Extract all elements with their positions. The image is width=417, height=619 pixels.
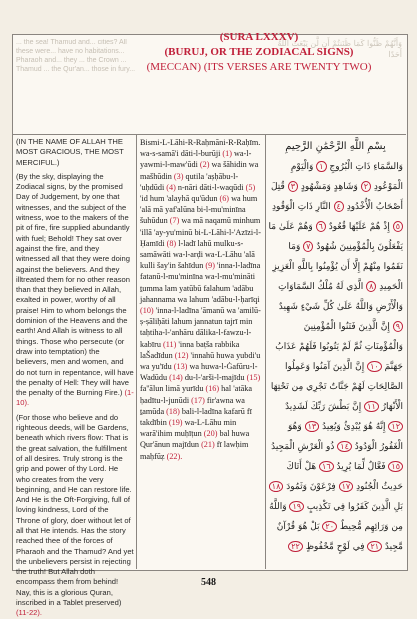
ayah-marker-icon: ٢ <box>361 181 371 192</box>
arabic-verse: وَمَا نَقَمُوا مِنْهُمْ إِلَّا أَن يُؤْمِنُوا بِاللَّهِ الْعَزِيزِ الْحَمِيدِ <box>272 242 403 292</box>
translit-verse: fa''ālun limā yurīdu <box>140 384 204 394</box>
ayah-marker-icon: ١٢ <box>388 421 403 432</box>
verse-number: (8) <box>166 238 177 248</box>
verse-ref-1-10: (1-10). <box>16 388 134 408</box>
arabic-verse: وَالسَّمَاءِ ذَاتِ الْبُرُوجِ <box>329 162 403 172</box>
verse-number: (4) <box>166 182 176 192</box>
arabic-verse: إِذْ هُمْ عَلَيْهَا قُعُودٌ <box>328 222 390 232</box>
ayah-marker-icon: ٢٠ <box>322 521 337 532</box>
translit-bismillah: Bismi-L-Lāhi-R-Raḥmāni-R-Raḥīm. <box>140 138 261 147</box>
ayah-marker-icon: ٩ <box>393 321 403 332</box>
arabic-verse: وَالْيَوْمِ الْمَوْعُودِ <box>290 162 403 192</box>
verse-number: (9) <box>205 261 215 271</box>
verse-number: (2) <box>199 160 210 170</box>
ayah-marker-icon: ٨ <box>366 281 376 292</box>
translit-verse: qutila 'aṣḥābu-l-'uḥdūdi <box>140 171 239 192</box>
ayah-marker-icon: ١٤ <box>337 441 352 452</box>
english-bismillah: (IN THE NAME OF ALLAH THE MOST GRACIOUS, THE MOST MERCIFUL.) <box>16 137 124 167</box>
arabic-verse: وَاللَّهُ مِن وَرَائِهِم مُّحِيطٌ <box>269 502 403 532</box>
ayah-marker-icon: ٢٢ <box>288 541 303 552</box>
sura-number: (SURA LXXXV) <box>219 31 299 43</box>
translit-verse: wa šāhidin wa mašhūdin <box>140 160 259 181</box>
arabic-bismillah: بِسْمِ اللَّهِ الرَّحْمَٰنِ الرَّحِيمِ <box>285 141 386 152</box>
translit-verse: wa-s-samā'i dāti-l-burūji <box>140 149 221 159</box>
sura-title-block <box>124 30 394 75</box>
ayah-marker-icon: ١٥ <box>388 461 403 472</box>
arabic-verse: ذُو الْعَرْشِ الْمَجِيدُ <box>271 442 335 452</box>
translit-verse: 'id hum 'alayhā qu'ūdun <box>140 194 218 204</box>
translit-verse: hal 'atāka ḥadītu-l-junūdi <box>140 384 252 405</box>
verse-number: (1) <box>222 149 232 159</box>
translit-verse: 'innahū huwa yubdi'u wa yu'īdu <box>140 350 261 372</box>
translit-verse: fī lawḥim maḥfūẓ <box>140 440 249 461</box>
verse-number: (17) <box>191 395 205 405</box>
ayah-marker-icon: ١٠ <box>367 361 382 372</box>
verse-number: (15) <box>246 373 261 383</box>
ayah-marker-icon: ٣ <box>288 181 298 192</box>
bleed-through-text-left: ... the sea! Thamud and... cities? All these were... have no habitations... Pharaoh and... they ... the Crown ... Thamud ... the Qur'an... those in fury... <box>16 39 136 73</box>
ayah-marker-icon: ٧ <box>303 241 313 252</box>
sura-name: (BURUJ, OR THE ZODIACAL SIGNS) <box>164 46 354 58</box>
translit-verse: bali-l-ladīna kafarū fī takdībin <box>140 406 252 428</box>
translit-verse: 'inna baṭša rabbika laŠadīdun <box>140 339 240 360</box>
arabic-verse: وَشَاهِدٍ وَمَشْهُودٍ <box>300 182 358 192</box>
translit-verse: wa mā naqamū minhum 'illā 'ay-yu'minū bi-L-Lāhi-l-'Azīzi-l-Ḥamīdi <box>140 216 261 248</box>
arabic-verse: الَّذِي لَهُ مُلْكُ السَّمَاوَاتِ وَالْأَرْضِ وَاللَّهُ عَلَىٰ كُلِّ شَيْءٍ شَهِيدٌ <box>278 282 403 312</box>
translit-verse: fir'awna wa ṯamūda <box>140 395 245 416</box>
verse-number: (7) <box>169 216 180 226</box>
arabic-verse: قُتِلَ أَصْحَابُ الْأُخْدُودِ <box>270 182 403 212</box>
arabic-verse: بَلْ هُوَ قُرْآنٌ مَّجِيدٌ <box>276 522 403 552</box>
arabic-verse: فَعَّالٌ لِّمَا يُرِيدُ <box>336 462 386 472</box>
translit-verse: n-nāri dāti-l-waqūdi <box>177 182 244 192</box>
verse-number: (13) <box>173 362 188 372</box>
arabic-verse: وَهُوَ الْغَفُورُ الْوَدُودُ <box>288 422 403 452</box>
verse-number: (3) <box>173 171 184 181</box>
verse-number: (21) <box>201 440 215 450</box>
ayah-marker-icon: ٤ <box>334 201 344 212</box>
translit-verse: wa-L-Lāhu min warā'ihim muḥīṭun <box>140 418 237 439</box>
verse-number: (14) <box>169 373 183 383</box>
bleed-through-text-right: وَأَنَّهُمْ ظَنُّوا كَمَا ظَنَنتُمْ أَن لَّن يَبْعَثَ اللَّهُ أَحَدًا <box>277 39 402 59</box>
arabic-verse: إِنَّهُ هُوَ يُبْدِئُ وَيُعِيدُ <box>322 422 386 432</box>
arabic-verse: وَهُمْ عَلَىٰ مَا يَفْعَلُونَ بِالْمُؤْمِنِينَ شُهُودٌ <box>268 222 403 252</box>
verse-number: (11) <box>162 339 177 349</box>
verse-number: (6) <box>219 194 230 204</box>
english-translation-column <box>16 137 134 618</box>
verse-ref-11-22: (11-22). <box>16 608 43 618</box>
ayah-marker-icon: ١٦ <box>319 461 334 472</box>
column-divider-right <box>265 134 266 569</box>
verse-number: (22). <box>166 451 183 461</box>
arabic-verse: فِرْعَوْنَ وَثَمُودَ <box>286 482 336 492</box>
verse-number: (16) <box>205 384 220 394</box>
verse-number: (19) <box>168 418 183 428</box>
verse-number: (20) <box>203 429 218 439</box>
column-divider-left <box>136 134 137 569</box>
transliteration-column <box>140 137 262 557</box>
arabic-verse: هَلْ أَتَاكَ حَدِيثُ الْجُنُودِ <box>286 462 403 492</box>
translit-verse: wa huwa-l-Ġafūru-l-Wadūdu <box>140 362 258 383</box>
arabic-text-column <box>268 137 403 557</box>
ayah-marker-icon: ١٧ <box>339 481 354 492</box>
ayah-marker-icon: ١٩ <box>289 501 304 512</box>
translit-verse: 'inna-l-ladīna fatanū-l-mu'minīna wa-l-mu'mināti ṯumma lam yatūbū falahum 'adābu jahannama wa lahum 'adābu-l-ḥarīqi <box>140 261 261 304</box>
english-paragraph-2: (For those who believe and do righteous deeds, will be Gardens, beneath which rivers flow: That is the great salvation, the fulfillment of all desires. Truly strong is the grip and power of thy Lord. He who creates from the very beginning, and He can restore life. And He is the Oft-Forgiving, full of loving kindness, Lord of the Throne of glory, doer without let of all that He intends. Has the story reached thee of the forces of Pharaoh and the Thamud? And yet the unbelievers persist in rejecting the truth! But Allah doth encompass them from behind! Nay, this is a glorious Quran, inscribed in a Tablet preserved) (11-22). <box>16 412 134 618</box>
verse-number: (10) <box>140 306 154 316</box>
translit-verse: bal huwa Qur'ānun majīdun <box>140 429 250 450</box>
sura-info: (MECCAN) (ITS VERSES ARE TWENTY TWO) <box>146 61 372 73</box>
arabic-verse: إِنَّ الَّذِينَ آمَنُوا وَعَمِلُوا الصَّالِحَاتِ لَهُمْ جَنَّاتٌ تَجْرِي مِن تَحْتِهَا الْأَنْهَارُ <box>270 362 403 412</box>
translit-verse: l-ladī lahū mulku-s-samāwāti wa-l-arḍi wa-L-Lāhu 'alā kulli šay'in šahīdun <box>140 238 255 271</box>
ayah-marker-icon: ١٨ <box>269 481 284 492</box>
ayah-marker-icon: ٢١ <box>367 541 382 552</box>
arabic-verse: إِنَّ الَّذِينَ فَتَنُوا الْمُؤْمِنِينَ وَالْمُؤْمِنَاتِ ثُمَّ لَمْ يَتُوبُوا فَلَهُمْ عَذَابُ جَهَنَّمَ <box>275 322 403 372</box>
english-paragraph-1: (By the sky, displaying the Zodiacal signs, by the promised Day of Judgement, by one that witnesses, and the subject of the witness, woe to the makers of the pit of fire, fire supplied abundantly with fuel; Behold! They sat over against the fire, and they witnessed all that they were doing against the believers. And they illtreated them for no other reason than that they believed in Allah, exalted in power, worthy of all praise! Him to whom belongs the dominion of the Heavens and the earth! And Allah is witness to all things. Those who persecute (or draw into temptation) the believers, men and women, and do not turn in repentance, will have the penalty of Hell: They will have the penalty of the Burning Fire.) (1-10). <box>16 171 134 408</box>
arabic-verse: فِي لَوْحٍ مَّحْفُوظٍ <box>305 542 365 552</box>
translit-verse: wa-l-yawmi-l-maw'ūdi <box>140 149 252 170</box>
verse-number: (12) <box>174 350 189 360</box>
arabic-verse: إِنَّ بَطْشَ رَبِّكَ لَشَدِيدٌ <box>285 402 362 412</box>
verse-number: (5) <box>245 182 256 192</box>
ayah-marker-icon: ١ <box>316 161 326 172</box>
verse-number: (18) <box>166 406 180 416</box>
translit-verse: wa hum 'alā mā yaf'alūna bi-l-mu'minīna šuhūdun <box>140 194 258 226</box>
ayah-marker-icon: ١١ <box>364 401 379 412</box>
arabic-verse: النَّارِ ذَاتِ الْوَقُودِ <box>272 202 331 212</box>
ayah-marker-icon: ١٣ <box>305 421 320 432</box>
arabic-verse: بَلِ الَّذِينَ كَفَرُوا فِي تَكْذِيبٍ <box>306 502 403 512</box>
ayah-marker-icon: ٦ <box>316 221 326 232</box>
ayah-marker-icon: ٥ <box>393 221 403 232</box>
translit-verse: 'inna-l-ladīna 'āmanū wa 'amilū-ṣ-ṣāliḥāti lahum jannatun tajrī min taḥtiha-l-'anhāru dālika-l-fawzu-l-kabīru <box>140 306 261 349</box>
translit-verse: du-l-'arši-l-majīdu <box>184 373 245 383</box>
page-number: 548 <box>201 577 216 588</box>
